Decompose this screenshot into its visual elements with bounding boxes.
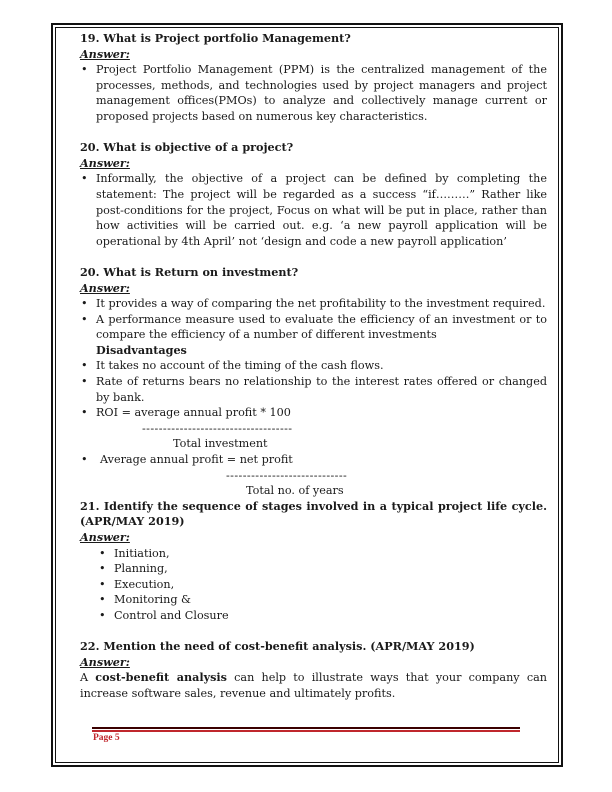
question-19-answer-list xyxy=(80,62,547,124)
question-19-title: 19. What is Project portfolio Management? xyxy=(80,31,351,45)
roi-formula: • ROI = average annual profit * 100 xyxy=(80,405,547,421)
answer-label: Answer: xyxy=(80,530,130,544)
page-number: Page 5 xyxy=(93,733,120,743)
list-item: • Monitoring & xyxy=(80,592,547,608)
question-20-objective-answer-list xyxy=(80,171,547,249)
footer-divider xyxy=(92,727,520,729)
avg-profit-list xyxy=(80,452,547,468)
list-item: • Rate of returns bears no relationship to the interest rates offered or changed by bank. xyxy=(80,374,547,405)
list-item: • Control and Closure xyxy=(80,608,547,624)
answer-rest: can help to illustrate ways that your company can increase software sales, revenue and ultimately profits. xyxy=(80,671,547,700)
answer-label: Answer: xyxy=(80,654,130,669)
question-20-roi-answer-list xyxy=(80,296,547,343)
list-item: • Informally, the objective of a project can be defined by completing the statement: The project will be regarded as a success “if………” Rather like post-conditions for the project, Focus on what will be put in place, rather than how activities will be carried out. e.g. ‘a new payroll application will be operational by 4th April’ not ‘design and code a new payroll application’ xyxy=(80,171,547,249)
answer-prefix: A xyxy=(80,671,96,685)
list-item: • Initiation, xyxy=(80,546,547,562)
roi-fraction-line: ------------------------------------ xyxy=(142,421,293,435)
answer-bold-term: cost-benefit analysis xyxy=(95,670,227,685)
disadvantages-heading: Disadvantages xyxy=(96,342,187,357)
list-item: • It takes no account of the timing of the cash flows. xyxy=(80,358,547,374)
answer-label: Answer: xyxy=(80,280,130,295)
document-body xyxy=(80,31,547,702)
list-item: • Project Portfolio Management (PPM) is the centralized management of the processes, methods, and technologies used by project managers and project management offices(PMOs) to analyze and collectively manage current or proposed projects based on numerous key characteristics. xyxy=(80,62,547,124)
list-item: • Planning, xyxy=(80,561,547,577)
avg-denominator: Total no. of years xyxy=(246,484,344,498)
question-22-answer xyxy=(80,670,547,701)
footer-divider-accent xyxy=(92,730,520,732)
question-21-title: 21. Identify the sequence of stages involved in a typical project life cycle. (APR/MAY 2019) xyxy=(80,498,547,529)
list-item: • Execution, xyxy=(80,577,547,593)
avg-fraction-line: ----------------------------- xyxy=(226,468,348,482)
answer-label: Answer: xyxy=(80,155,130,170)
question-20-roi-title: 20. What is Return on investment? xyxy=(80,264,299,279)
roi-denominator: Total investment xyxy=(173,437,268,451)
answer-label: Answer: xyxy=(80,46,130,61)
disadvantages-list xyxy=(80,358,547,420)
question-20-objective-title: 20. What is objective of a project? xyxy=(80,140,294,155)
question-22-title: 22. Mention the need of cost-benefit analysis. (APR/MAY 2019) xyxy=(80,639,475,654)
list-item: • A performance measure used to evaluate the efficiency of an investment or to compare the efficiency of a number of different investments xyxy=(80,312,547,343)
avg-profit-formula: • Average annual profit = net profit xyxy=(80,452,547,468)
life-cycle-stage-list xyxy=(80,546,547,624)
list-item: • It provides a way of comparing the net profitability to the investment required. xyxy=(80,296,547,312)
